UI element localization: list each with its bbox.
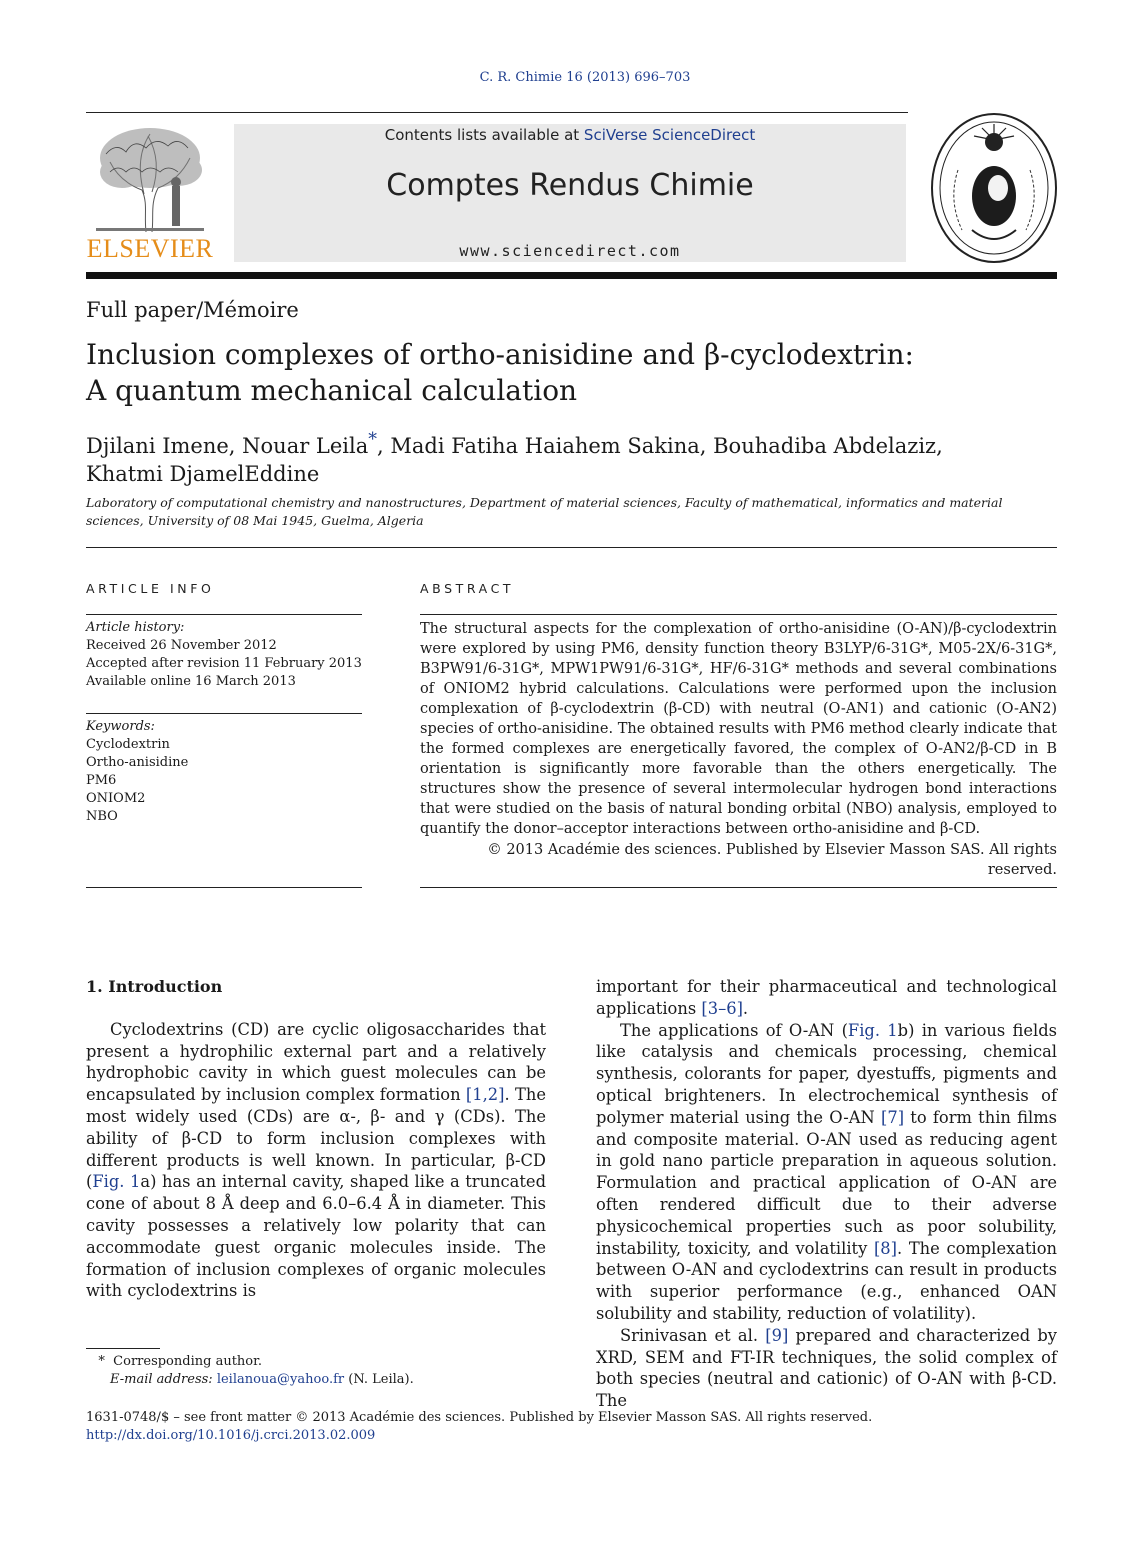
journal-website[interactable]: www.sciencedirect.com xyxy=(459,242,681,260)
text-run: Cyclodextrins (CD) are cyclic oligosaccharides that present a hydrophilic external part and a relatively hydrophobic cavity in which guest molecules can be encapsulated by inclusion complex formation xyxy=(86,1019,546,1105)
intro-paragraph-2 xyxy=(596,1020,1057,1325)
keyword-item: PM6 xyxy=(86,773,117,788)
ref-link-9[interactable]: [9] xyxy=(765,1325,789,1345)
ref-link-3-6[interactable]: [3–6] xyxy=(701,998,743,1018)
elsevier-wordmark: ELSEVIER xyxy=(86,234,214,263)
text-run: important for their pharmaceutical and technological applications xyxy=(596,977,1057,1018)
abstract-body xyxy=(420,619,1057,880)
text-run: . xyxy=(742,998,749,1018)
text-run: The applications of O-AN ( xyxy=(620,1020,848,1040)
footnote-mark: * xyxy=(98,1354,105,1369)
intro-paragraph-1 xyxy=(86,1019,546,1302)
title-line-2: A quantum mechanical calculation xyxy=(86,374,578,407)
article-info-rule-top xyxy=(86,614,362,615)
academie-seal xyxy=(928,110,1060,266)
journal-citation[interactable]: C. R. Chimie 16 (2013) 696–703 xyxy=(479,70,691,85)
intro-paragraph-3 xyxy=(596,1325,1057,1412)
keywords xyxy=(86,718,366,826)
academie-seal-icon xyxy=(928,110,1060,266)
intro-paragraph-1-cont xyxy=(596,976,1057,1020)
intro-left-column xyxy=(86,976,546,1302)
text-run: a) has an internal cavity, shaped like a truncated cone of about 8 Å deep and 6.0–6.4 Å in diameter. This cavity possesses a relatively low polarity that can accommodate guest organic molecules inside. The formation of inclusion complexes of organic molecules with cyclodextrins is xyxy=(86,1172,546,1301)
email-suffix: (N. Leila). xyxy=(344,1372,414,1387)
abstract-copyright: © 2013 Académie des sciences. Published by Elsevier Masson SAS. All rights reserved. xyxy=(487,842,1057,878)
header-rule xyxy=(86,112,908,113)
abstract-heading: ABSTRACT xyxy=(420,581,515,596)
history-label: Article history: xyxy=(86,620,185,635)
doi-link[interactable]: http://dx.doi.org/10.1016/j.crci.2013.02.009 xyxy=(86,1428,376,1443)
ref-link-8[interactable]: [8] xyxy=(873,1238,897,1258)
text-run: . The most widely used (CDs) are α-, β- and γ (CDs). The ability of β-CD to form inclusion complexes with different products is well known. In particular, β-CD ( xyxy=(86,1085,546,1192)
contents-prefix: Contents lists available at xyxy=(384,126,584,144)
author-email-link[interactable]: leilanoua@yahoo.fr xyxy=(216,1372,345,1387)
footnote-label: Corresponding author. xyxy=(113,1354,263,1369)
article-info-rule-bottom xyxy=(86,887,362,888)
abstract-text: The structural aspects for the complexation of ortho-anisidine (O-AN)/β-cyclodextrin were explored by using PM6, density function theory B3LYP/6-31G*, M05-2X/6-31G*, B3PW91/6-31G*, MPW1PW91/6-31G*, HF/6-31G* methods and several combinations of ONIOM2 hybrid calculations. Calculations were performed upon the inclusion complexation of β-cyclodextrin (β-CD) with neutral (O-AN1) and cationic (O-AN2) species of ortho-anisidine. The obtained results with PM6 method clearly indicate that the formed complexes are energetically favored, the complex of O-AN2/β-CD in B orientation is significantly more favorable than the others energetically. The structures show the presence of several intermolecular hydrogen bond interactions that were studied on the basis of natural bonding orbital (NBO) analysis, employed to quantify the donor–acceptor interactions between ortho-anisidine and β-CD. xyxy=(420,621,1057,837)
footnote-rule xyxy=(86,1348,160,1349)
elsevier-logo[interactable] xyxy=(86,124,214,264)
journal-title: Comptes Rendus Chimie xyxy=(386,168,754,203)
fig-1-link[interactable]: Fig. 1 xyxy=(92,1172,141,1192)
text-run: . The complexation between O-AN and cyclodextrins can result in products with superior performance (e.g., enhanced OAN solubility and stability, reduction of volatility). xyxy=(596,1238,1057,1323)
affiliation: Laboratory of computational chemistry and nanostructures, Department of material sciences, Faculty of mathematical, informatics and material sciences, University of 08 Mai 1945, Guelma, Algeria xyxy=(86,495,1003,528)
title-line-1: Inclusion complexes of ortho-anisidine and β-cyclodextrin: xyxy=(86,338,914,371)
intro-heading: 1. Introduction xyxy=(86,977,223,996)
article-history xyxy=(86,619,366,691)
email-line xyxy=(86,1371,546,1389)
author-list xyxy=(86,426,1046,488)
ref-link-7[interactable]: [7] xyxy=(880,1107,905,1127)
sciencedirect-link[interactable]: SciVerse ScienceDirect xyxy=(583,126,756,144)
text-run: b) in various fields like catalysis and chemicals processing, chemical synthesis, colorants for paper, dyestuffs, pigments and optical brighteners. In electrochemical synthesis of polymer material using the O-AN xyxy=(596,1020,1057,1127)
keywords-label: Keywords: xyxy=(86,719,155,734)
history-online: Available online 16 March 2013 xyxy=(86,674,296,689)
contents-line xyxy=(234,126,906,144)
issn-line: 1631-0748/$ – see front matter © 2013 Académie des sciences. Published by Elsevier Masson SAS. All rights reserved. xyxy=(86,1410,873,1425)
ref-link-1-2[interactable]: [1,2] xyxy=(465,1085,505,1105)
journal-banner xyxy=(234,124,906,262)
article-info-rule-mid xyxy=(86,713,362,714)
text-run: to form thin films and composite material. O-AN used as reducing agent in gold nano particle preparation in aqueous solution. Formulation and practical application of O-AN are often rendered difficult due to their adverse physicochemical properties such as poor solubility, instability, toxicity, and volatility xyxy=(596,1107,1057,1258)
history-received: Received 26 November 2012 xyxy=(86,638,277,653)
footnote xyxy=(86,1353,546,1389)
keyword-item: Ortho-anisidine xyxy=(86,755,189,770)
keyword-item: NBO xyxy=(86,809,118,824)
keyword-item: Cyclodextrin xyxy=(86,737,170,752)
authors-line-2: Khatmi DjamelEddine xyxy=(86,462,320,486)
corresponding-author-note xyxy=(86,1353,546,1371)
authors-first: Djilani Imene, Nouar Leila xyxy=(86,434,369,458)
keyword-item: ONIOM2 xyxy=(86,791,146,806)
text-run: Srinivasan et al. xyxy=(620,1325,766,1345)
elsevier-tree-icon xyxy=(86,124,214,236)
corresponding-author-mark[interactable]: * xyxy=(368,430,378,450)
article-info-heading: ARTICLE INFO xyxy=(86,581,215,596)
email-label: E-mail address: xyxy=(110,1372,217,1387)
authors-rest: , Madi Fatiha Haiahem Sakina, Bouhadiba Abdelaziz, xyxy=(377,434,943,458)
fig-1-link[interactable]: Fig. 1 xyxy=(847,1020,898,1040)
authors-line-1 xyxy=(86,426,1046,460)
affiliation-rule xyxy=(86,547,1057,548)
article-type: Full paper/Mémoire xyxy=(86,298,299,322)
abstract-rule-bottom xyxy=(420,887,1057,888)
header-thick-rule xyxy=(86,272,1057,279)
page-bottom-info xyxy=(86,1409,1057,1445)
history-accepted: Accepted after revision 11 February 2013 xyxy=(86,656,362,671)
abstract-rule-top xyxy=(420,614,1057,615)
intro-right-column xyxy=(596,976,1057,1412)
article-title xyxy=(86,337,1046,409)
text-run: prepared and characterized by XRD, SEM and FT-IR techniques, the solid complex of both species (neutral and cationic) of O-AN with β-CD. The xyxy=(596,1325,1057,1411)
